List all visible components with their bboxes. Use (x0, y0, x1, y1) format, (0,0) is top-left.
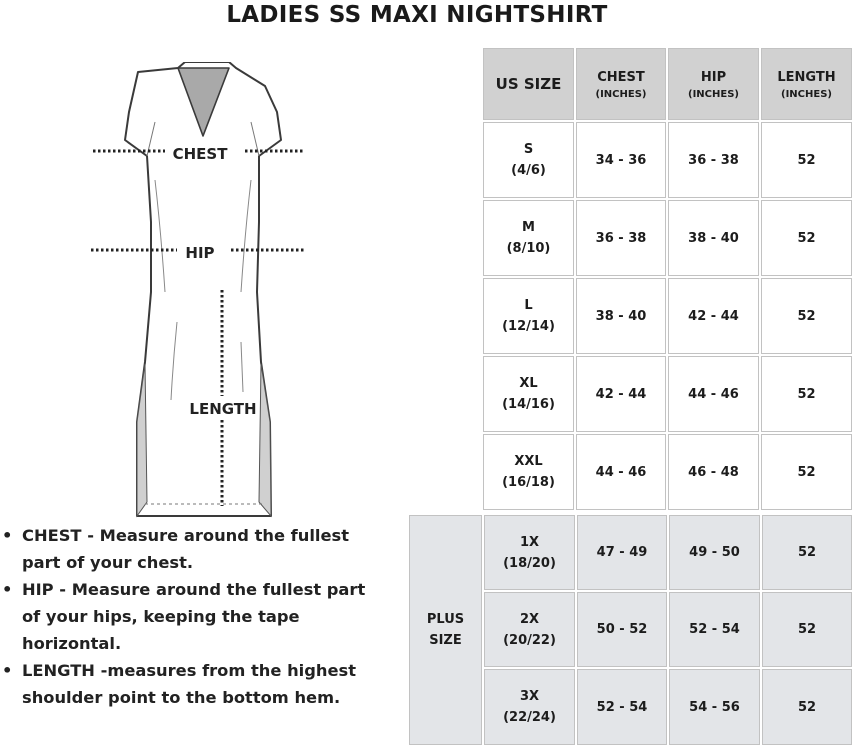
length-label: LENGTH (189, 400, 257, 418)
chest-cell: 47 - 49 (577, 515, 667, 590)
size-range: (12/14) (502, 319, 555, 334)
note-chest: • CHEST - Measure around the fullest part of your chest. (0, 522, 380, 576)
chest-cell: 36 - 38 (576, 200, 666, 276)
length-cell: 52 (762, 669, 852, 745)
hip-cell: 38 - 40 (668, 200, 759, 276)
length-cell: 52 (761, 434, 852, 510)
size-label: L (524, 298, 533, 313)
size-label: 2X (519, 611, 540, 627)
page-title: LADIES SS MAXI NIGHTSHIRT (226, 2, 608, 28)
length-cell: 52 (762, 592, 852, 667)
chest-label: CHEST (172, 145, 228, 163)
size-cell (483, 200, 574, 276)
size-range: (20/22) (503, 632, 556, 648)
chest-cell: 50 - 52 (577, 592, 667, 667)
chest-cell: 42 - 44 (576, 356, 666, 432)
plus-size-label-line1: PLUS (426, 612, 465, 627)
header-length-unit: (INCHES) (781, 88, 832, 100)
size-range: (16/18) (502, 475, 555, 490)
size-cell (483, 278, 574, 354)
note-length: • LENGTH -measures from the highest shoulder point to the bottom hem. (0, 657, 380, 711)
header-chest-label: CHEST (597, 69, 645, 85)
length-cell: 52 (761, 122, 852, 198)
size-cell (484, 515, 575, 590)
nightshirt-diagram (85, 62, 325, 522)
header-chest-unit: (INCHES) (595, 88, 647, 100)
size-cell (484, 669, 575, 745)
hip-cell: 44 - 46 (668, 356, 759, 432)
header-chest (576, 48, 666, 120)
length-cell: 52 (761, 200, 852, 276)
header-length-label: LENGTH (777, 69, 836, 85)
right-slit (259, 364, 271, 516)
header-us-size (483, 48, 574, 120)
hip-cell: 46 - 48 (668, 434, 759, 510)
measurement-notes (0, 522, 380, 711)
size-cell (484, 592, 575, 667)
hip-cell: 42 - 44 (668, 278, 759, 354)
hip-label: HIP (185, 244, 215, 262)
size-label: 3X (519, 689, 540, 704)
hip-cell: 54 - 56 (669, 669, 760, 745)
chest-cell: 44 - 46 (576, 434, 666, 510)
size-label: M (522, 220, 535, 235)
length-cell: 52 (761, 278, 852, 354)
plus-size-label (409, 515, 482, 745)
size-range: (4/6) (511, 163, 546, 178)
note-hip: • HIP - Measure around the fullest part of your hips, keeping the tape horizontal. (0, 576, 380, 657)
header-us-size-label: US SIZE (495, 74, 562, 93)
size-range: (22/24) (503, 710, 556, 725)
length-cell: 52 (761, 356, 852, 432)
header-hip-unit: (INCHES) (688, 88, 739, 100)
chest-cell: 52 - 54 (577, 669, 667, 745)
header-hip-label: HIP (700, 69, 727, 85)
size-range: (18/20) (503, 555, 556, 571)
size-cell (483, 122, 574, 198)
chest-cell: 34 - 36 (576, 122, 666, 198)
size-label: XXL (514, 454, 543, 469)
size-cell (483, 356, 574, 432)
chest-cell: 38 - 40 (576, 278, 666, 354)
size-cell (483, 434, 574, 510)
plus-size-label-line2: SIZE (429, 633, 462, 648)
header-hip (668, 48, 759, 120)
hip-cell: 52 - 54 (669, 592, 760, 667)
hip-cell: 49 - 50 (669, 515, 760, 590)
size-label: XL (519, 376, 538, 391)
size-label: S (523, 142, 534, 157)
header-length (761, 48, 852, 120)
left-slit (137, 364, 147, 516)
size-range: (8/10) (506, 241, 551, 256)
size-range: (14/16) (502, 397, 555, 412)
length-cell: 52 (762, 515, 852, 590)
hip-cell: 36 - 38 (668, 122, 759, 198)
size-label: 1X (519, 534, 540, 550)
